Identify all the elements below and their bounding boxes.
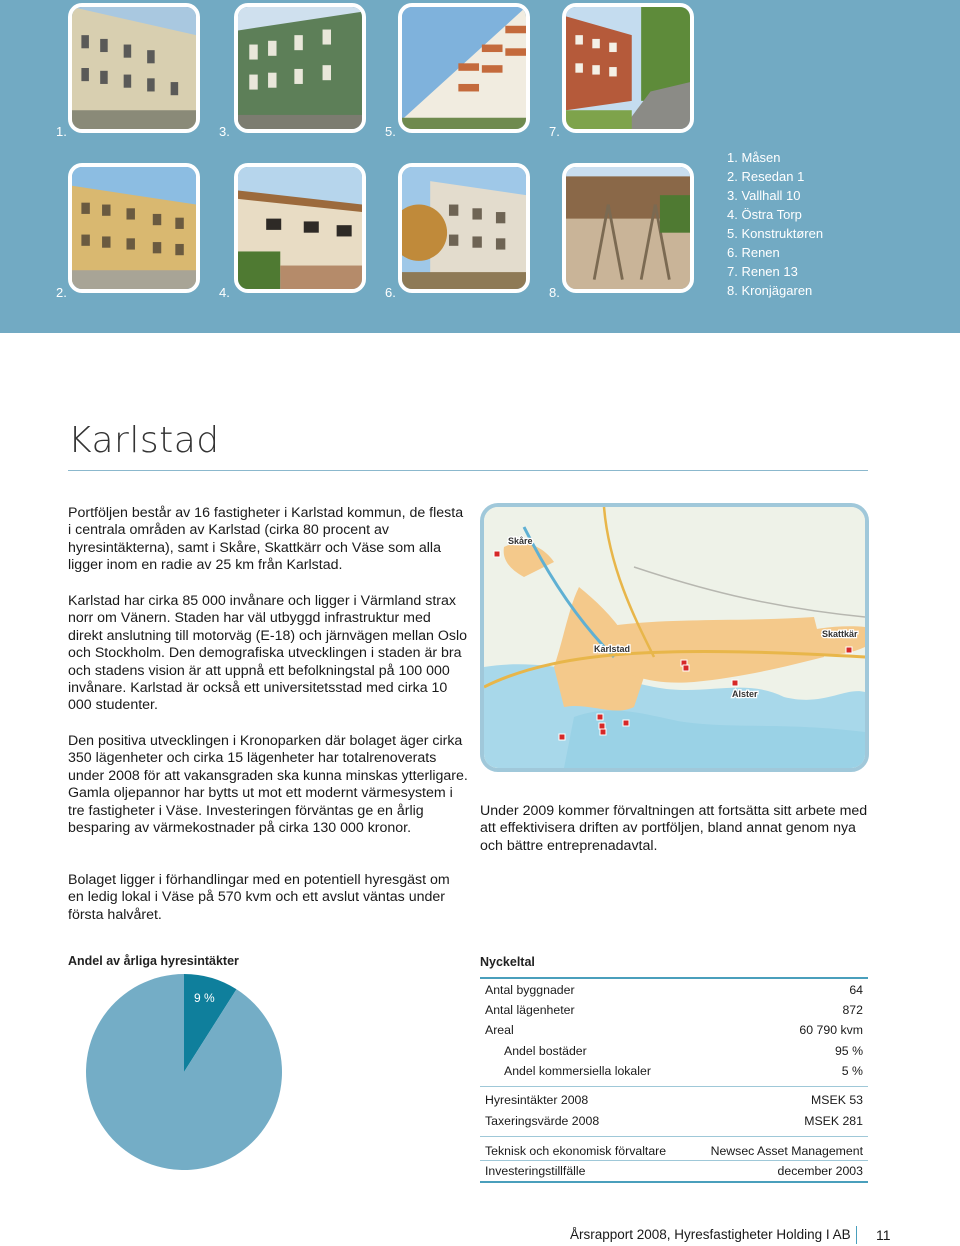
table-row <box>485 1023 863 1039</box>
photo-masen <box>68 3 200 133</box>
row-value: MSEK 53 <box>811 1093 863 1107</box>
nyckeltal-divider <box>480 1136 868 1137</box>
photo-number-3: 3. <box>219 124 230 139</box>
row-label: Andel bostäder <box>504 1044 587 1058</box>
row-label: Areal <box>485 1023 514 1037</box>
photo-legend <box>727 148 823 300</box>
pie-chart-title: Andel av årliga hyresintäkter <box>68 954 239 968</box>
map-label-skare: Skåre <box>508 536 533 546</box>
photo-resedan <box>68 163 200 293</box>
photo-number-4: 4. <box>219 285 230 300</box>
row-value: 60 790 kvm <box>799 1023 863 1037</box>
nyckeltal-title: Nyckeltal <box>480 955 535 969</box>
photo-number-7: 7. <box>549 124 560 139</box>
title-divider <box>68 470 868 471</box>
map-marker <box>683 665 689 671</box>
table-row <box>485 1093 863 1109</box>
legend-item: 5. Konstruktøren <box>727 226 824 241</box>
paragraph-kronoparken: Den positiva utvecklingen i Kronoparken där bolaget äger cirka 350 lägenheter och cirka 15 lägenheter har totalrenoverats under 2008 för att vakansgraden ska kunna minskas ytterligare. Gamla oljepannor har bytts ut mot ett modernt värmesystem i tre fastigheter i Väse. Investeringen förväntas ge en årlig besparing av värmekostnader på cirka 130 000 kronor. <box>68 733 468 837</box>
legend-item: 3. Vallhall 10 <box>727 188 801 203</box>
photo-ostra-torp <box>234 163 366 293</box>
photo-number-1: 1. <box>56 124 67 139</box>
row-label: Hyresintäkter 2008 <box>485 1093 589 1107</box>
table-row <box>485 1044 863 1060</box>
table-row <box>485 1164 863 1180</box>
photo-kronjagaren <box>562 163 694 293</box>
row-label: Teknisk och ekonomisk förvaltare <box>485 1144 667 1158</box>
row-value: 872 <box>842 1003 863 1017</box>
row-value: 5 % <box>841 1064 863 1078</box>
map-marker <box>599 723 605 729</box>
map-marker <box>494 551 500 557</box>
row-value: MSEK 281 <box>804 1114 863 1128</box>
paragraph-karlstad: Karlstad har cirka 85 000 invånare och ligger i Värmland strax norr om Vänern. Staden har väl utbyggd infrastruktur med direkt anslutning till motorväg (E-18) och järnvägen mellan Oslo och Stockholm. Den demografiska utvecklingen i staden är bra och stadens vision är att uppnå ett befolkningstal på 100 000 invånare. Karlstad är också ett universitetsstad med cirka 10 000 studenter. <box>68 593 468 714</box>
map-marker <box>597 714 603 720</box>
paragraph-2009: Under 2009 kommer förvaltningen att fortsätta sitt arbete med att effektivisera driften av portföljen, bland annat genom nya och bättre entreprenadavtal. <box>480 803 868 854</box>
photo-number-5: 5. <box>385 124 396 139</box>
map-marker <box>623 720 629 726</box>
photo-banner <box>0 0 960 333</box>
legend-item: 4. Östra Torp <box>727 207 802 222</box>
row-label: Taxeringsvärde 2008 <box>485 1114 600 1128</box>
nyckeltal-divider <box>480 1160 868 1161</box>
map-marker <box>846 647 852 653</box>
table-row <box>485 1114 863 1130</box>
map-marker <box>600 729 606 735</box>
photo-number-6: 6. <box>385 285 396 300</box>
row-value: december 2003 <box>777 1164 863 1178</box>
page-number: 11 <box>876 1227 891 1243</box>
legend-item: 7. Renen 13 <box>727 264 798 279</box>
table-row <box>485 1144 863 1160</box>
photo-vallhall <box>234 3 366 133</box>
legend-item: 8. Kronjägaren <box>727 283 813 298</box>
row-value: 64 <box>849 983 863 997</box>
row-value: Newsec Asset Management <box>710 1144 863 1158</box>
table-row <box>485 1003 863 1019</box>
map-label-alster: Alster <box>732 689 758 699</box>
karlstad-map <box>480 503 869 772</box>
pie-label-9-percent: 9 % <box>194 991 215 1005</box>
photo-number-2: 2. <box>56 285 67 300</box>
map-marker <box>559 734 565 740</box>
map-label-karlstad: Karlstad <box>594 644 631 654</box>
paragraph-negotiations: Bolaget ligger i förhandlingar med en potentiell hyresgäst om en ledig lokal i Väse på 570 kvm och ett avslut väntas under första halvåret. <box>68 872 450 923</box>
pie-chart <box>84 972 284 1172</box>
pie-slice-large <box>86 974 282 1170</box>
nyckeltal-bottom-rule <box>480 1181 868 1183</box>
map-label-skattkarr: Skattkär <box>822 629 858 639</box>
nyckeltal-top-rule <box>480 977 868 979</box>
paragraph-portfolio: Portföljen består av 16 fastigheter i Karlstad kommun, de flesta i centrala områden av Karlstad (cirka 80 procent av hyresintäkterna), samt i Skåre, Skattkärr och Väse som alla ligger inom en radie av 25 km från Karlstad. <box>68 505 464 574</box>
row-value: 95 % <box>834 1044 863 1058</box>
table-row <box>485 983 863 999</box>
table-row <box>485 1064 863 1080</box>
legend-item: 1. Måsen <box>727 150 781 165</box>
row-label: Investeringstillfälle <box>485 1164 586 1178</box>
footer-text: Årsrapport 2008, Hyresfastigheter Holding I AB <box>570 1227 851 1242</box>
photo-renen-13 <box>562 3 694 133</box>
photo-renen <box>398 163 530 293</box>
photo-number-8: 8. <box>549 285 560 300</box>
row-label: Antal byggnader <box>485 983 575 997</box>
page-title: Karlstad <box>68 420 220 461</box>
row-label: Andel kommersiella lokaler <box>504 1064 651 1078</box>
nyckeltal-divider <box>480 1086 868 1087</box>
map-marker <box>732 680 738 686</box>
row-label: Antal lägenheter <box>485 1003 575 1017</box>
photo-konstruktoren <box>398 3 530 133</box>
legend-item: 6. Renen <box>727 245 780 260</box>
legend-item: 2. Resedan 1 <box>727 169 805 184</box>
footer-separator <box>856 1226 857 1244</box>
